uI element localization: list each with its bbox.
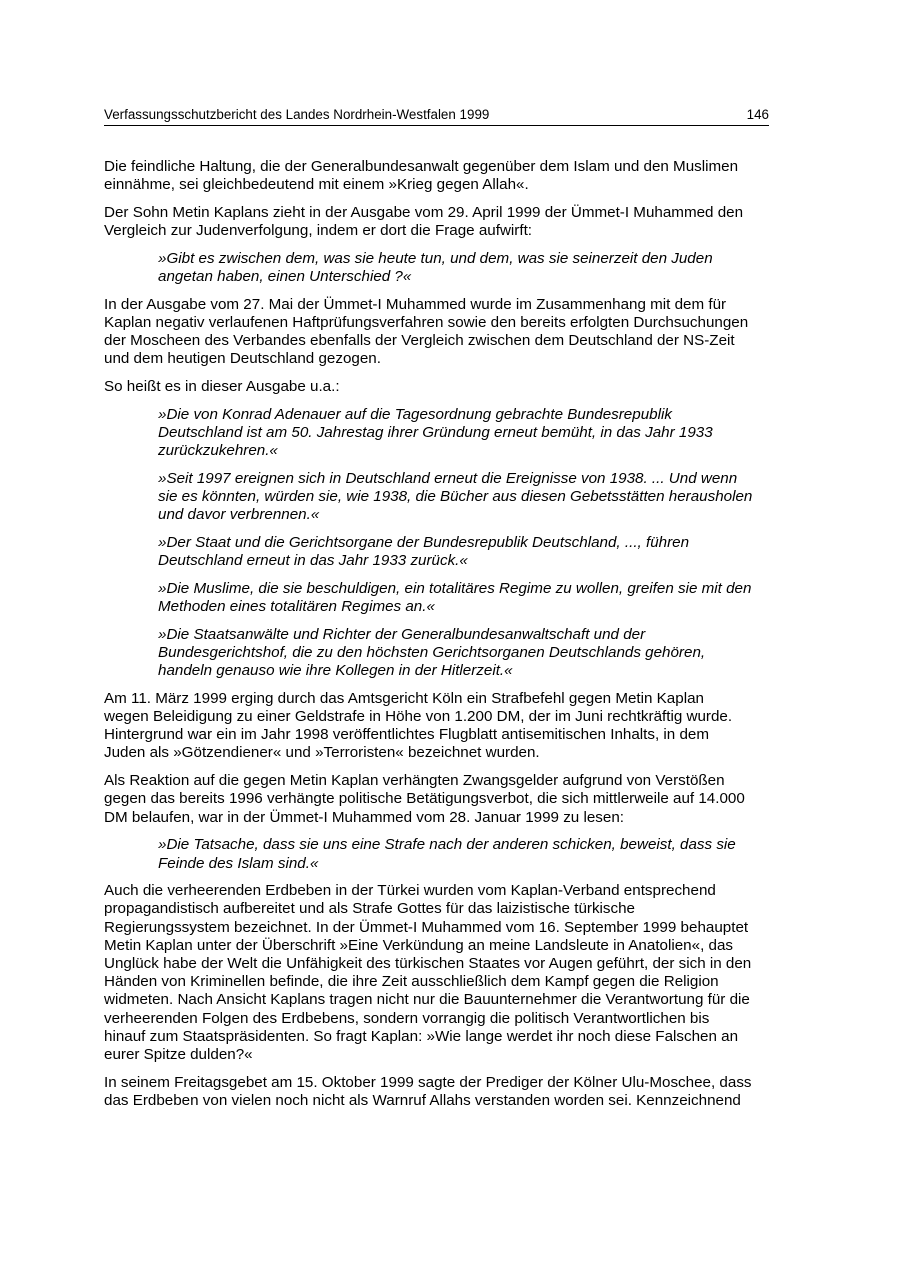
text-line: gegen das bereits 1996 verhängte politische Betätigungsverbot, die sich mittlerweile auf 14.000 <box>104 790 745 808</box>
block-quote <box>158 626 804 681</box>
text-line: »Die von Konrad Adenauer auf die Tagesordnung gebrachte Bundesrepublik <box>158 405 672 423</box>
text-line: Als Reaktion auf die gegen Metin Kaplan verhängten Zwangsgelder aufgrund von Verstößen <box>104 772 725 790</box>
block-quote <box>158 470 804 525</box>
page-header <box>104 106 769 126</box>
header-title: Verfassungsschutzbericht des Landes Nordrhein-Westfalen 1999 <box>104 107 490 122</box>
block-quote <box>158 406 804 461</box>
paragraph <box>104 882 804 1064</box>
text-line: verheerenden Folgen des Erdbebens, sondern vorrangig die politisch Verantwortlichen bis <box>104 1009 710 1027</box>
text-line: Deutschland ist am 50. Jahrestag ihrer Gründung erneut bemüht, in das Jahr 1933 <box>158 423 713 441</box>
text-line: DM belaufen, war in der Ümmet-I Muhammed vom 28. Januar 1999 zu lesen: <box>104 808 624 826</box>
paragraph <box>104 158 804 194</box>
paragraph <box>104 690 804 763</box>
text-line: Feinde des Islam sind.« <box>158 854 319 872</box>
text-line: und dem heutigen Deutschland gezogen. <box>104 350 381 368</box>
body-text <box>104 158 804 1120</box>
text-line: »Die Staatsanwälte und Richter der Generalbundesanwaltschaft und der <box>158 625 646 643</box>
text-line: Die feindliche Haltung, die der Generalbundesanwalt gegenüber dem Islam und den Muslimen <box>104 158 739 175</box>
text-line: »Die Muslime, die sie beschuldigen, ein totalitäres Regime zu wollen, greifen sie mit den <box>158 579 752 597</box>
text-line: So heißt es in dieser Ausgabe u.a.: <box>104 378 340 396</box>
text-line: wegen Beleidigung zu einer Geldstrafe in Höhe von 1.200 DM, der im Juni rechtkräftig wurde. <box>104 708 733 726</box>
text-line: das Erdbeben von vielen noch nicht als Warnruf Allahs verstanden worden sei. Kennzeichnend <box>104 1091 741 1109</box>
text-line: propagandistisch aufbereitet und als Strafe Gottes für das laizistische türkische <box>104 900 635 918</box>
paragraph <box>104 296 804 369</box>
text-line: einnähme, sei gleichbedeutend mit einem »Krieg gegen Allah«. <box>104 176 529 194</box>
text-line: Bundesgerichtshof, die zu den höchsten Gerichtsorganen Deutschlands gehören, <box>158 643 706 661</box>
text-line: Auch die verheerenden Erdbeben in der Türkei wurden vom Kaplan-Verband entsprechend <box>104 882 716 900</box>
text-line: Am 11. März 1999 erging durch das Amtsgericht Köln ein Strafbefehl gegen Metin Kaplan <box>104 689 704 707</box>
text-line: Hintergrund war ein im Jahr 1998 veröffentlichtes Flugblatt antisemitischen Inhalts, in dem <box>104 726 709 744</box>
text-line: Der Sohn Metin Kaplans zieht in der Ausgabe vom 29. April 1999 der Ümmet-I Muhammed den <box>104 203 744 221</box>
text-line: »Die Tatsache, dass sie uns eine Strafe nach der anderen schicken, beweist, dass sie <box>158 836 736 854</box>
text-line: handeln genauso wie ihre Kollegen in der Hitlerzeit.« <box>158 662 513 680</box>
text-line: Metin Kaplan unter der Überschrift »Eine Verkündung an meine Landsleute in Anatolien«, das <box>104 936 734 954</box>
text-line: Regierungssystem bezeichnet. In der Ümmet-I Muhammed vom 16. September 1999 behauptet <box>104 918 749 936</box>
paragraph <box>104 204 804 240</box>
text-line: Vergleich zur Judenverfolgung, indem er dort die Frage aufwirft: <box>104 222 533 240</box>
text-line: der Moscheen des Verbandes ebenfalls der Vergleich zwischen dem Deutschland der NS-Zeit <box>104 332 735 350</box>
text-line: angetan haben, einen Unterschied ?« <box>158 268 412 286</box>
text-line: hinauf zum Staatspräsidenten. So fragt Kaplan: »Wie lange werdet ihr noch diese Falschen an <box>104 1027 739 1045</box>
text-line: eurer Spitze dulden?« <box>104 1046 253 1064</box>
text-line: »Seit 1997 ereignen sich in Deutschland erneut die Ereignisse von 1938. ... Und wenn <box>158 469 738 487</box>
paragraph <box>104 1074 804 1110</box>
text-line: Juden als »Götzendiener« und »Terroristen« bezeichnet wurden. <box>104 744 540 762</box>
block-quote <box>158 836 804 872</box>
block-quote <box>158 580 804 616</box>
text-line: »Der Staat und die Gerichtsorgane der Bundesrepublik Deutschland, ..., führen <box>158 533 690 551</box>
text-line: Deutschland erneut in das Jahr 1933 zurück.« <box>158 552 468 570</box>
text-line: zurückzukehren.« <box>158 442 278 460</box>
block-quote <box>158 534 804 570</box>
text-line: Unglück habe der Welt die Unfähigkeit des türkischen Staates vor Augen geführt, der sich in den <box>104 955 752 973</box>
paragraph <box>104 772 804 827</box>
text-line: In seinem Freitagsgebet am 15. Oktober 1999 sagte der Prediger der Kölner Ulu-Moschee, dass <box>104 1073 752 1091</box>
text-line: Methoden eines totalitären Regimes an.« <box>158 598 435 616</box>
text-line: und davor verbrennen.« <box>158 506 320 524</box>
page-number: 146 <box>746 107 769 122</box>
text-line: widmeten. Nach Ansicht Kaplans tragen nicht nur die Bauunternehmer die Verantwortung für die <box>104 991 750 1009</box>
text-line: sie es könnten, würden sie, wie 1938, die Bücher aus diesen Gebetsstätten herausholen <box>158 488 753 506</box>
paragraph <box>104 378 804 396</box>
block-quote <box>158 250 804 286</box>
text-line: Kaplan negativ verlaufenen Haftprüfungsverfahren sowie den bereits erfolgten Durchsuchungen <box>104 313 749 331</box>
text-line: Händen von Kriminellen befinde, die ihre Zeit ausschließlich dem Kampf gegen die Religion <box>104 973 719 991</box>
text-line: »Gibt es zwischen dem, was sie heute tun, und dem, was sie seinerzeit den Juden <box>158 249 713 267</box>
text-line: In der Ausgabe vom 27. Mai der Ümmet-I Muhammed wurde im Zusammenhang mit dem für <box>104 295 727 313</box>
